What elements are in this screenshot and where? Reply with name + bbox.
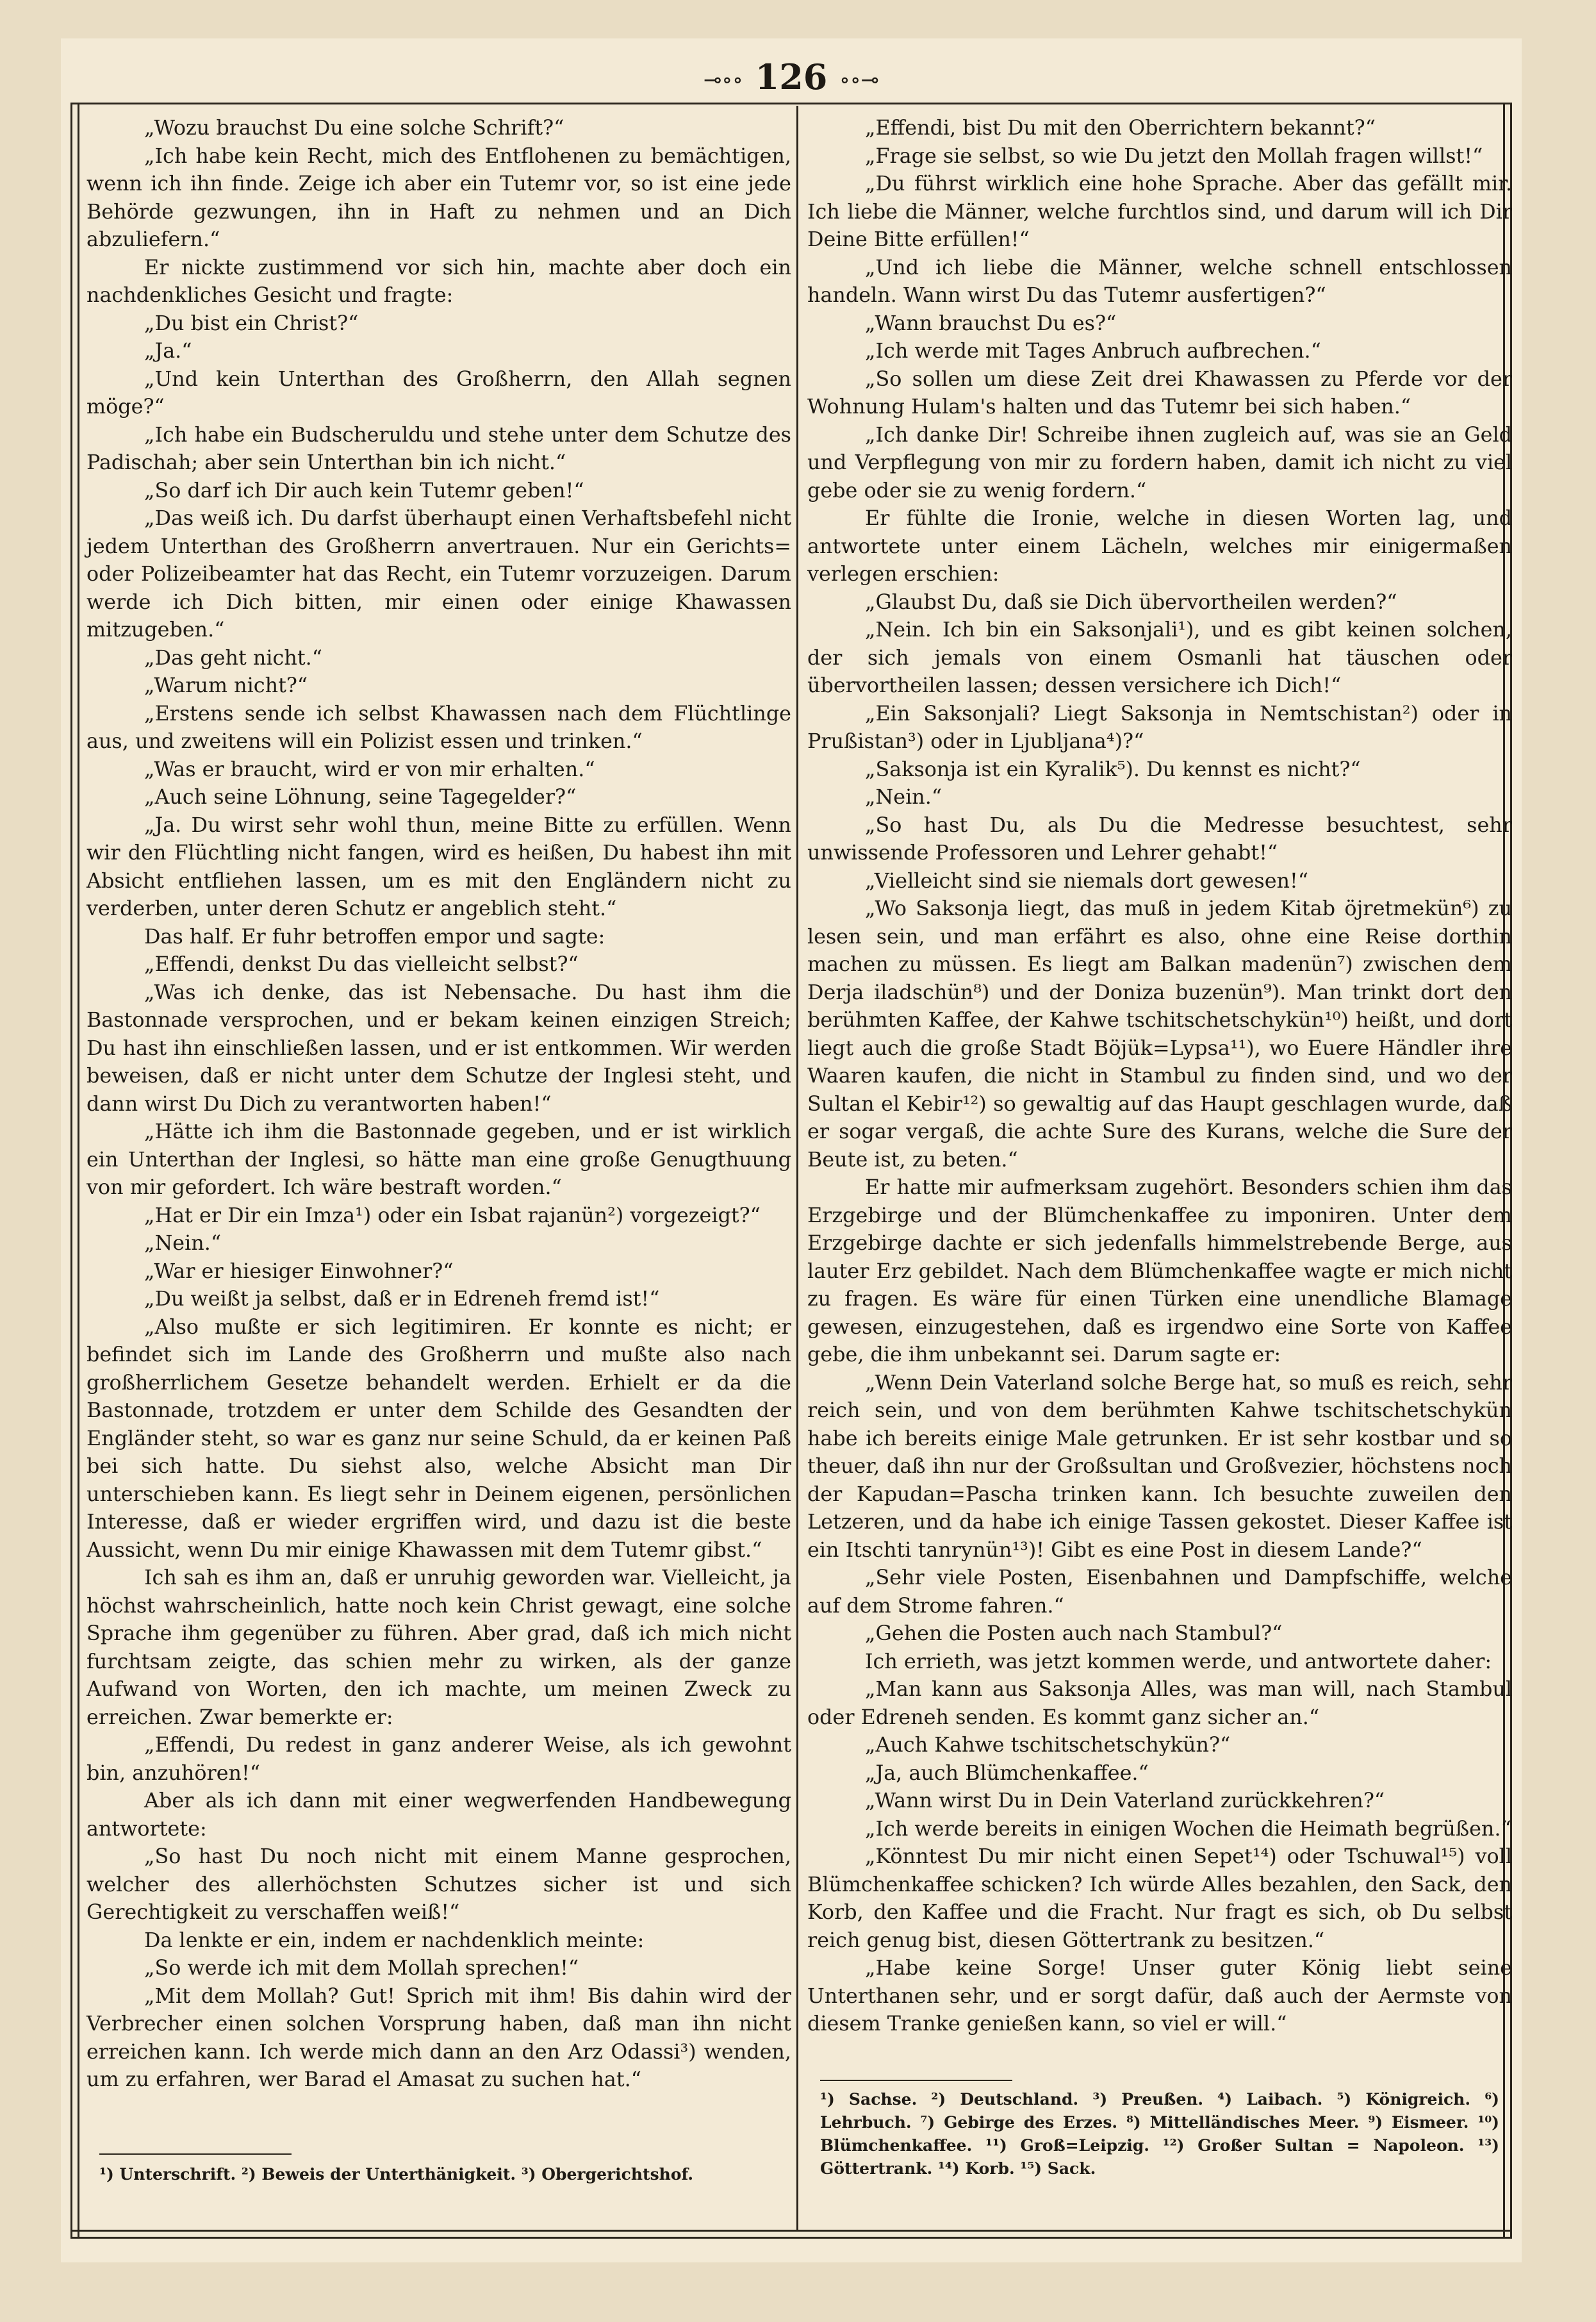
footnotes-left: ¹) Unterschrift. ²) Beweis der Unterthänigkeit. ³) Obergerichtshof. [99, 2165, 694, 2184]
paragraph: „Könntest Du mir nicht einen Sepet¹⁴) oder Tschuwal¹⁵) voll Blümchenkaffee schicken? Ich würde Alles bezahlen, den Sack, den Korb, den Kaffee und die Fracht. Nur fragt es sich, ob Du selbst reich genug bist, diesen Göttertrank zu besitzen.“ [807, 1845, 1512, 1952]
paragraph: „Ja, auch Blümchenkaffee.“ [865, 1761, 1149, 1785]
paragraph: „Nein.“ [865, 785, 942, 809]
ornament-right-icon: ∘∘⊸ [839, 67, 879, 93]
paragraph: „Du führst wirklich eine hohe Sprache. Aber das gefällt mir. Ich liebe die Männer, welche furchtlos sind, und darum will ich Dir Deine Bitte erfüllen!“ [807, 172, 1512, 251]
paragraph: „Und kein Unterthan des Großherrn, den Allah segnen möge?“ [86, 367, 791, 419]
paragraph: Er fühlte die Ironie, welche in diesen Worten lag, und antwortete unter einem Lächeln, welches mir einigermaßen verlegen erschien: [807, 506, 1512, 586]
frame-bottom-rule [70, 2230, 1512, 2239]
page-header [61, 56, 1522, 97]
paragraph: „Gehen die Posten auch nach Stambul?“ [865, 1621, 1283, 1645]
paragraph: „Saksonja ist ein Kyralik⁵). Du kennst es nicht?“ [865, 757, 1361, 781]
paragraph: „Was er braucht, wird er von mir erhalten.“ [144, 757, 595, 781]
paragraph: „Du bist ein Christ?“ [144, 311, 359, 335]
column-divider [796, 106, 798, 2230]
paragraph: „Nein. Ich bin ein Saksonjali¹), und es gibt keinen solchen, der sich jemals von einem Osmanli hat täuschen oder übervortheilen lassen; dessen versichere ich Dich!“ [807, 618, 1512, 697]
paragraph: „Vielleicht sind sie niemals dort gewesen!“ [865, 868, 1309, 893]
paragraph: „War er hiesiger Einwohner?“ [144, 1259, 454, 1283]
paragraph: „Hat er Dir ein Imza¹) oder ein Isbat rajanün²) vorgezeigt?“ [144, 1203, 761, 1227]
paragraph: „Erstens sende ich selbst Khawassen nach dem Flüchtlinge aus, und zweitens will ein Polizist essen und trinken.“ [86, 701, 791, 753]
paragraph: „Das weiß ich. Du darfst überhaupt einen Verhaftsbefehl nicht jedem Unterthan des Großherrn anvertrauen. Nur ein Gerichts= oder Polizeibeamter hat das Recht, ein Tutemr vorzuzeigen. Darum werde ich Dich bitten, mir einen oder einige Khawassen mitzugeben.“ [86, 506, 791, 642]
paragraph: „Ja. Du wirst sehr wohl thun, meine Bitte zu erfüllen. Wenn wir den Flüchtling nicht fangen, wird es heißen, Du habest ihn mit Absicht entfliehen lassen, um es mit den Engländern nicht zu verderben, unter deren Schutz er angeblich steht.“ [86, 813, 791, 920]
paragraph: „Auch seine Löhnung, seine Tagegelder?“ [144, 785, 577, 809]
paragraph: „Warum nicht?“ [144, 674, 308, 697]
paragraph: „Sehr viele Posten, Eisenbahnen und Dampfschiffe, welche auf dem Strome fahren.“ [807, 1566, 1512, 1618]
footnote-rule-left [99, 2153, 292, 2155]
paragraph: „Effendi, bist Du mit den Oberrichtern bekannt?“ [865, 116, 1376, 140]
paragraph: „Ich werde mit Tages Anbruch aufbrechen.“ [865, 339, 1321, 363]
paragraph: „Ich habe kein Recht, mich des Entflohenen zu bemächtigen, wenn ich ihn finde. Zeige ich aber ein Tutemr vor, so ist eine jede Behörde gezwungen, ihn in Haft zu nehmen und an Dich abzuliefern.“ [86, 144, 791, 251]
paragraph: „So werde ich mit dem Mollah sprechen!“ [144, 1956, 579, 1980]
paragraph: „Effendi, Du redest in ganz anderer Weise, als ich gewohnt bin, anzuhören!“ [86, 1733, 791, 1785]
paragraph: „Wann brauchst Du es?“ [865, 311, 1117, 335]
paragraph: Das half. Er fuhr betroffen empor und sagte: [144, 924, 605, 949]
paragraph: „Effendi, denkst Du das vielleicht selbst?“ [144, 952, 579, 976]
footnotes-right: ¹) Sachse. ²) Deutschland. ³) Preußen. ⁴) Laibach. ⁵) Königreich. ⁶) Lehrbuch. ⁷) Gebirge des Erzes. ⁸) Mittelländisches Meer. ⁹) Eismeer. ¹⁰) Blümchenkaffee. ¹¹) Groß=Leipzig. ¹²) Großer Sultan = Napoleon. ¹³) Göttertrank. ¹⁴) Korb. ¹⁵) Sack. [820, 2090, 1499, 2178]
ornament-left-icon: ⊸∘∘ [703, 67, 743, 93]
paragraph: „Wozu brauchst Du eine solche Schrift?“ [144, 116, 564, 140]
paragraph: „Was ich denke, das ist Nebensache. Du hast ihm die Bastonnade versprochen, und er bekam keinen einzigen Streich; Du hast ihn einschließen lassen, und er ist entkommen. Wir werden beweisen, daß er nicht unter dem Schutze der Inglesi steht, und dann wirst Du Dich zu verantworten haben!“ [86, 980, 791, 1116]
paragraph: Ich errieth, was jetzt kommen werde, und antwortete daher: [865, 1649, 1492, 1673]
paragraph: „Ein Saksonjali? Liegt Saksonja in Nemtschistan²) oder in Prußistan³) oder in Ljubljana⁴)?“ [807, 701, 1512, 753]
paragraph: „Also mußte er sich legitimiren. Er konnte es nicht; er befindet sich im Lande des Großherrn und mußte also nach großherrlichem Gesetze behandelt werden. Erhielt er da die Bastonnade, trotzdem er unter dem Schilde des Gesandten der Engländer steht, so war es ganz nur seine Schuld, da er keinen Paß bei sich hatte. Du siehst also, welche Absicht man Dir unterschieben kann. Es liegt sehr in Deinem eigenen, persönlichen Interesse, daß er wieder ergriffen wird, und dazu ist die beste Aussicht, wenn Du mir einige Khawassen mit dem Tutemr gibst.“ [86, 1314, 791, 1562]
paragraph: „Hätte ich ihm die Bastonnade gegeben, und er ist wirklich ein Unterthan der Inglesi, so hätte man eine große Genugthuung von mir gefordert. Ich wäre bestraft worden.“ [86, 1120, 791, 1199]
right-column [807, 114, 1512, 2038]
newspaper-page [61, 38, 1522, 2262]
paragraph: „Mit dem Mollah? Gut! Sprich mit ihm! Bis dahin wird der Verbrecher einen solchen Vorsprung haben, daß man ihn nicht erreichen kann. Ich werde mich dann an den Arz Odassi³) wenden, um zu erfahren, wer Barad el Amasat zu suchen hat.“ [86, 1984, 791, 2091]
paragraph: „Ich danke Dir! Schreibe ihnen zugleich auf, was sie an Geld und Verpflegung von mir zu fordern haben, damit ich nicht zu viel gebe oder sie zu wenig fordern.“ [807, 422, 1512, 502]
paragraph: „Nein.“ [144, 1231, 222, 1255]
paragraph: „Wo Saksonja liegt, das muß in jedem Kitab öjretmekün⁶) zu lesen sein, und man erfährt es also, ohne eine Reise dorthin machen zu müssen. Es liegt am Balkan madenün⁷) zwischen dem Derja iladschün⁸) und der Doniza buzenün⁹). Man trinkt dort den berühmten Kaffee, der Kahwe tschitschetschykün¹⁰) heißt, und dort liegt auch die große Stadt Böjük=Lypsa¹¹), wo Euere Händler ihre Waaren kaufen, die nicht in Stambul zu finden sind, und wo der Sultan el Kebir¹²) so gewaltig auf das Haupt geschlagen wurde, daß er sogar vergaß, die achte Sure des Kurans, welche die Sure der Beute ist, zu beten.“ [807, 897, 1512, 1172]
paragraph: Ich sah es ihm an, daß er unruhig geworden war. Vielleicht, ja höchst wahrscheinlich, hatte noch kein Christ gewagt, eine solche Sprache ihm gegenüber zu führen. Aber grad, daß ich mich nicht furchtsam zeigte, das schien mehr zu wirken, als der ganze Aufwand von Worten, den ich machte, um meinen Zweck zu erreichen. Zwar bemerkte er: [86, 1566, 791, 1729]
paragraph: „Und ich liebe die Männer, welche schnell entschlossen handeln. Wann wirst Du das Tutemr ausfertigen?“ [807, 255, 1512, 307]
paragraph: „Glaubst Du, daß sie Dich übervortheilen werden?“ [865, 590, 1397, 614]
paragraph: Er nickte zustimmend vor sich hin, machte aber doch ein nachdenkliches Gesicht und fragte: [86, 255, 791, 307]
paragraph: Aber als ich dann mit einer wegwerfenden Handbewegung antwortete: [86, 1789, 791, 1841]
paragraph: „Du weißt ja selbst, daß er in Edreneh fremd ist!“ [144, 1287, 660, 1311]
paragraph: „Habe keine Sorge! Unser guter König liebt seine Unterthanen sehr, und er sorgt dafür, daß auch der Aermste von diesem Tranke genießen kann, so viel er will.“ [807, 1956, 1512, 2036]
paragraph: „Ja.“ [144, 339, 192, 363]
paragraph: „Wenn Dein Vaterland solche Berge hat, so muß es reich, sehr reich sein, und von dem berühmten Kahwe tschitschetschykün habe ich bereits einige Male getrunken. Er ist sehr kostbar und so theuer, daß ihn nur der Großsultan und Großvezier, höchstens noch der Kapudan=Pascha trinken kann. Ich besuchte zuweilen den Letzeren, und da habe ich einige Tassen gekostet. Dieser Kaffee ist ein Itschti tanrynün¹³)! Gibt es eine Post in diesem Lande?“ [807, 1370, 1512, 1562]
paragraph: „Frage sie selbst, so wie Du jetzt den Mollah fragen willst!“ [865, 144, 1483, 168]
paragraph: „So hast Du noch nicht mit einem Manne gesprochen, welcher des allerhöchsten Schutzes sicher ist und sich Gerechtigkeit zu verschaffen weiß!“ [86, 1845, 791, 1924]
left-column [86, 114, 791, 2094]
frame-left-rule [70, 104, 79, 2239]
paragraph: „Man kann aus Saksonja Alles, was man will, nach Stambul oder Edreneh senden. Es kommt ganz sicher an.“ [807, 1677, 1512, 1729]
footnote-rule-right [820, 2080, 1012, 2081]
paragraph: „So darf ich Dir auch kein Tutemr geben!“ [144, 478, 584, 502]
page-number: 126 [755, 56, 828, 97]
paragraph: Da lenkte er ein, indem er nachdenklich meinte: [144, 1928, 645, 1952]
paragraph: „So sollen um diese Zeit drei Khawassen zu Pferde vor der Wohnung Hulam's halten und das Tutemr bei sich haben.“ [807, 367, 1512, 419]
paragraph: „Ich habe ein Budscheruldu und stehe unter dem Schutze des Padischah; aber sein Unterthan bin ich nicht.“ [86, 422, 791, 474]
paragraph: „So hast Du, als Du die Medresse besuchtest, sehr unwissende Professoren und Lehrer gehabt!“ [807, 813, 1512, 865]
paragraph: „Auch Kahwe tschitschetschykün?“ [865, 1733, 1231, 1757]
paragraph: Er hatte mir aufmerksam zugehört. Besonders schien ihm das Erzgebirge und der Blümchenkaffee zu imponiren. Unter dem Erzgebirge dachte er sich jedenfalls himmelstrebende Berge, aus lauter Erz gebildet. Nach dem Blümchenkaffee wagte er mich nicht zu fragen. Es wäre für einen Türken eine unendliche Blamage gewesen, einzugestehen, daß es irgendwo eine Sorte von Kaffee gebe, die ihm unbekannt sei. Darum sagte er: [807, 1175, 1512, 1366]
paragraph: „Wann wirst Du in Dein Vaterland zurückkehren?“ [865, 1789, 1385, 1812]
paragraph: „Das geht nicht.“ [144, 645, 322, 670]
paragraph: „Ich werde bereits in einigen Wochen die Heimath begrüßen.“ [865, 1816, 1511, 1841]
